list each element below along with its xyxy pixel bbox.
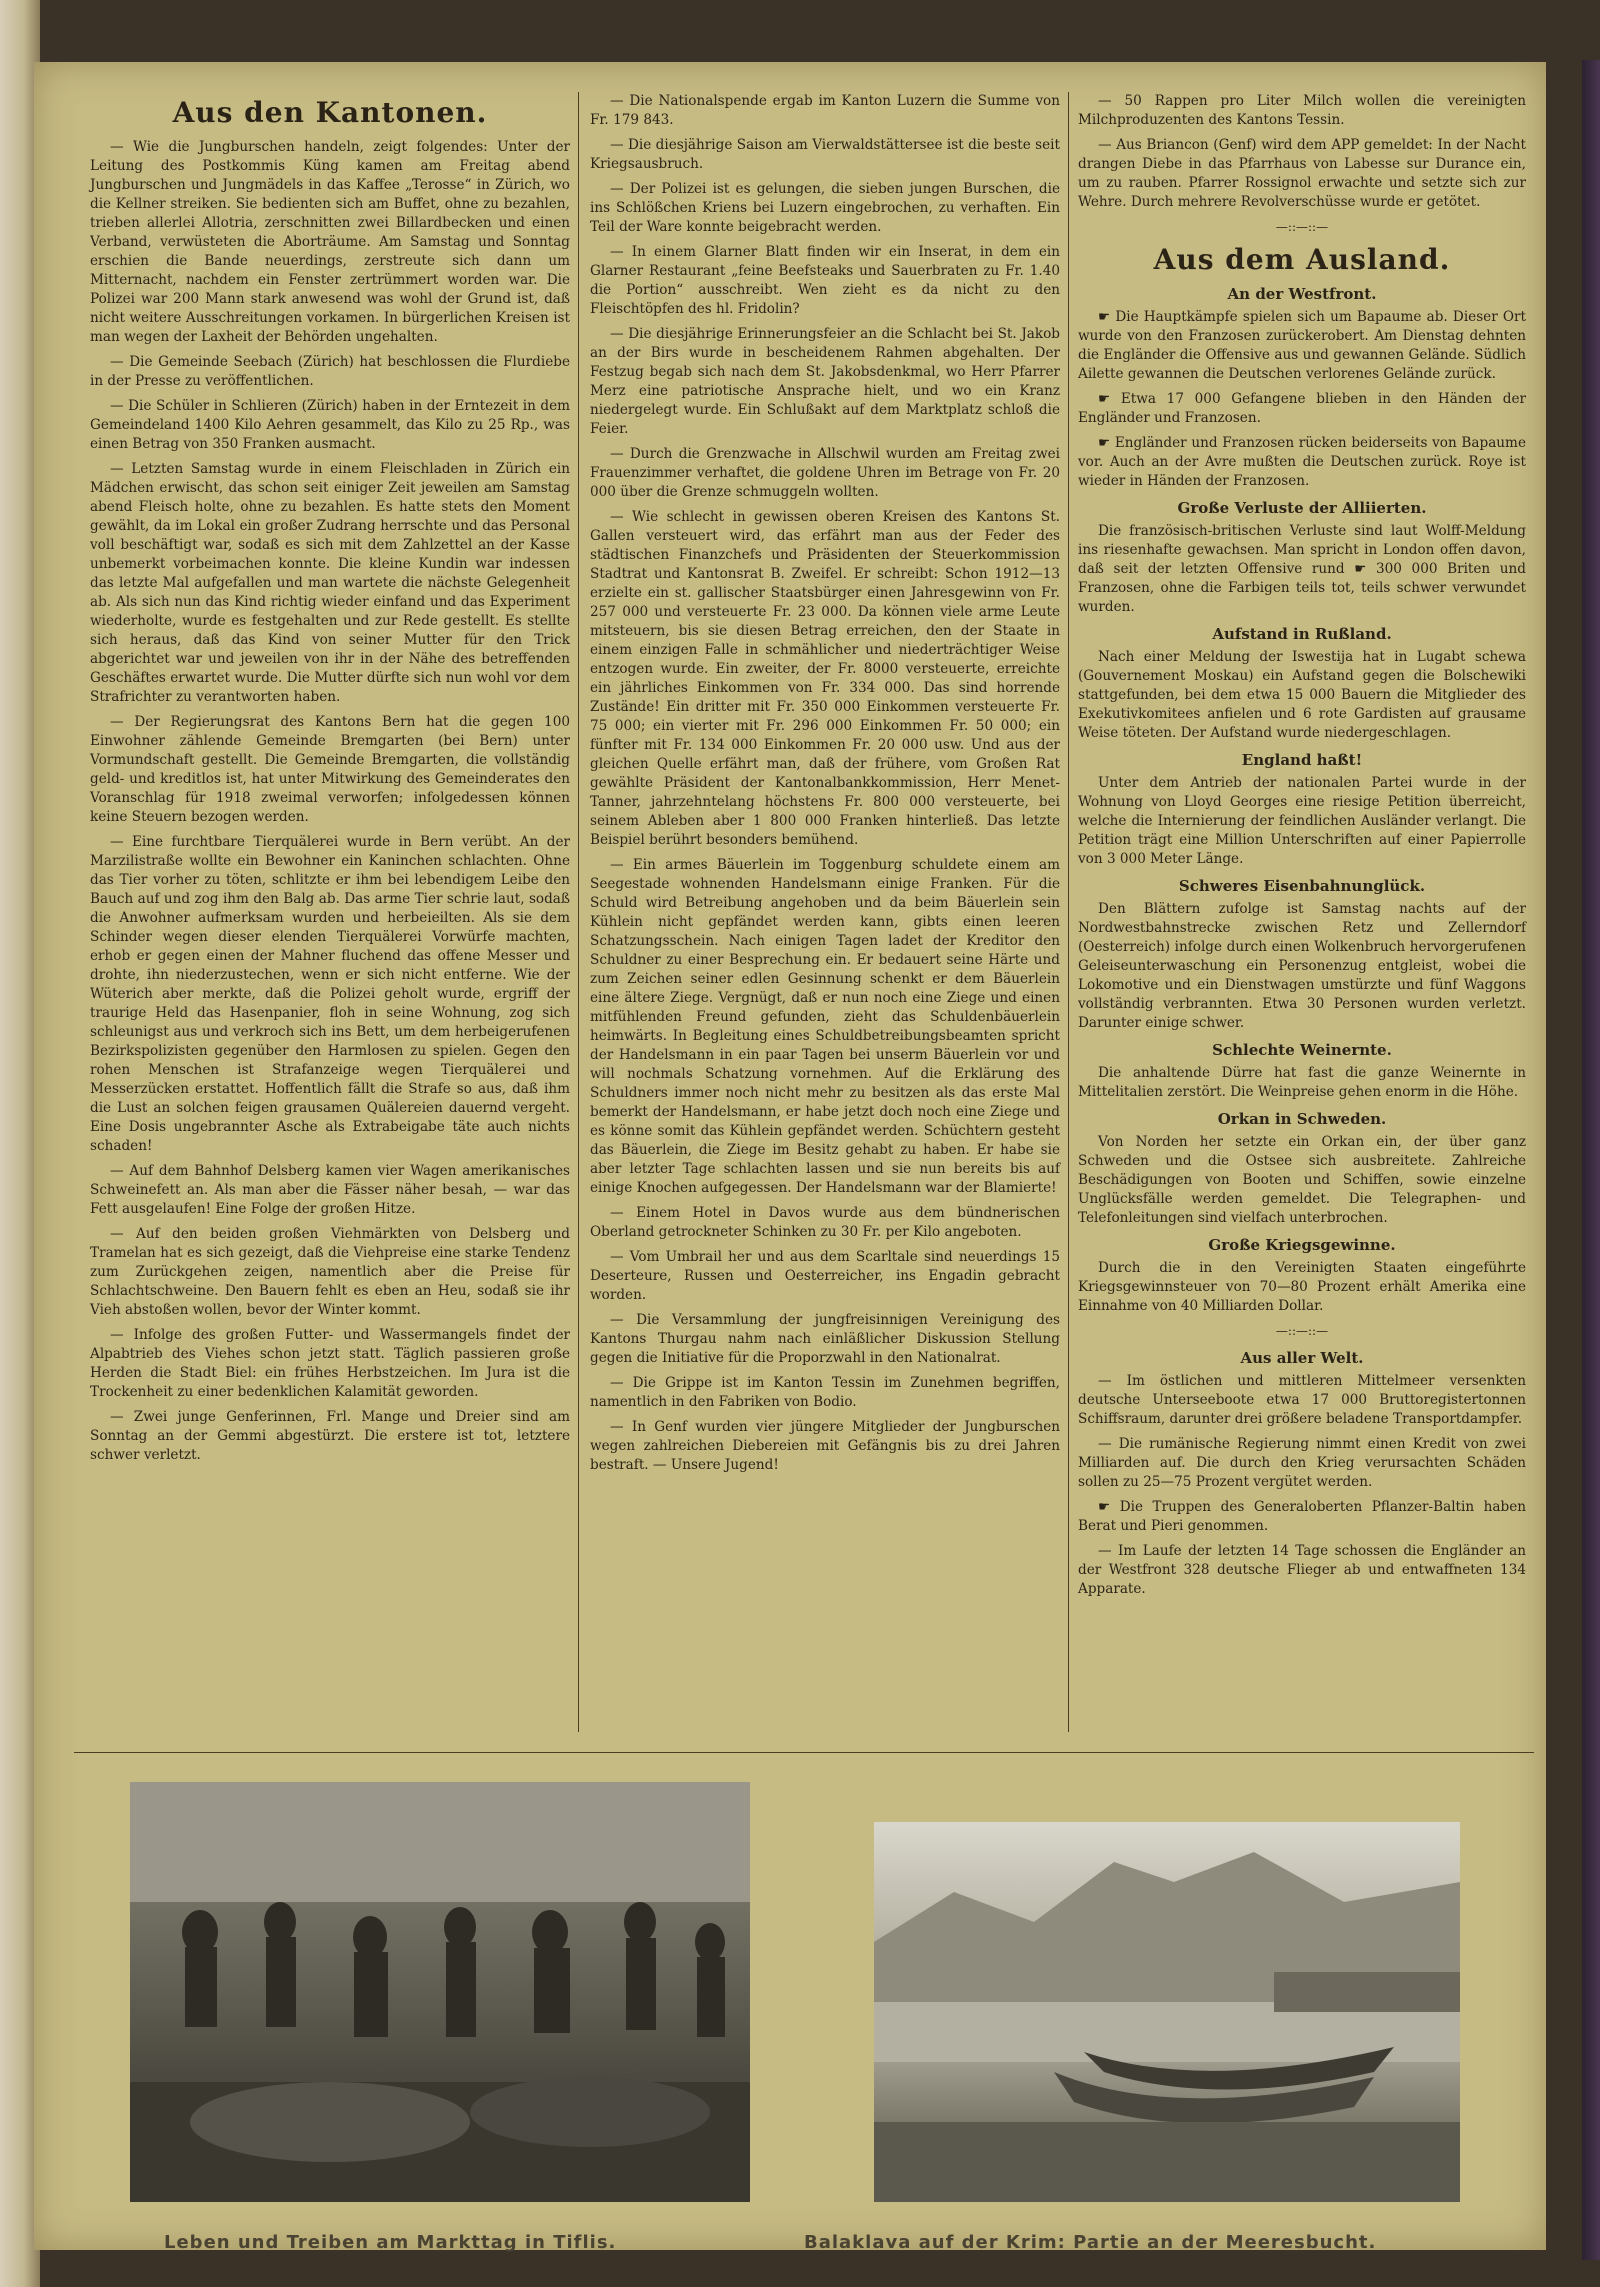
column-kantonen bbox=[90, 92, 570, 1471]
article-list bbox=[1078, 900, 1526, 1033]
column-rule bbox=[1068, 92, 1069, 1732]
article-paragraph: ☛ Engländer und Franzosen rücken beiderseits von Bapaume vor. Auch an der Avre mußten die Deutschen zurück. Roye ist wieder in Händen der Franzosen. bbox=[1078, 435, 1526, 489]
article-paragraph: — Die Grippe ist im Kanton Tessin im Zunehmen begriffen, namentlich in den Fabriken von Bodio. bbox=[590, 1375, 1060, 1410]
article-paragraph: — Die diesjährige Saison am Vierwaldstättersee ist die beste seit Kriegsausbruch. bbox=[590, 137, 1060, 172]
article-paragraph: — Aus Briancon (Genf) wird dem APP gemeldet: In der Nacht drangen Diebe in das Pfarrhaus von Labesse sur Durance ein, um zu rauben. Pfarrer Rossignol erwachte und setzte sich zur Wehre. Durch mehrere Revolverschüsse wurde er getötet. bbox=[1078, 137, 1526, 210]
subheading-westfront: An der Westfront. bbox=[1227, 285, 1377, 303]
subheading-weinernte: Schlechte Weinernte. bbox=[1212, 1041, 1392, 1059]
article-paragraph: — Wie schlecht in gewissen oberen Kreisen des Kantons St. Gallen versteuert wird, das erfährt man aus der Feder des städtischen Finanzchefs und Präsidenten der Steuerkommission Stadtrat und Kantonsrat B. Zweifel. Er schreibt: Schon 1912—13 erzielte ein st. gallischer Staatsbürger einen Jahresgewinn von Fr. 257 000 und versteuerte Fr. 23 000. Da können viele arme Leute mitsteuern, bis sie diesen Betrag erreichen, den der Staate in einem einzigen Falle in schmählicher und niederträchtiger Weise entzogen wurde. Ein zweiter, der Fr. 8000 versteuerte, erreichte ein jährliches Einkommen von Fr. 334 000. Das sind horrende Zustände! Ein dritter mit Fr. 350 000 Einkommen versteuerte Fr. 75 000; ein vierter mit Fr. 296 000 Einkommen Fr. 50 000; ein fünfter mit Fr. 134 000 Einkommen Fr. 20 000 usw. Und aus der gleichen Quelle erfährt man, daß der frühere, vom Großen Rat gewählte Präsident der Kantonalbankkommission, Herr Menet-Tanner, jahrzehntelang höchstens Fr. 800 000 versteuerte, bei seinem Ableben aber 1 800 000 Franken hinterließ. Das letzte Beispiel berührt besonders bemühend. bbox=[590, 509, 1060, 848]
book-binding-right bbox=[1582, 60, 1600, 2260]
article-list bbox=[1078, 522, 1526, 617]
article-paragraph: Die anhaltende Dürre hat fast die ganze Weinernte in Mittelitalien zerstört. Die Weinpreise gehen enorm in die Höhe. bbox=[1078, 1065, 1526, 1100]
photo-market-tiflis bbox=[130, 1782, 750, 2202]
photo-balaklava bbox=[874, 1822, 1460, 2202]
section-heading-kantonen: Aus den Kantonen. bbox=[172, 96, 488, 129]
subheading-eisenbahn: Schweres Eisenbahnunglück. bbox=[1178, 877, 1426, 895]
article-paragraph: ☛ Die Truppen des Generaloberten Pflanzer-Baltin haben Berat und Pieri genommen. bbox=[1078, 1499, 1526, 1534]
photo-divider bbox=[74, 1752, 1534, 1753]
article-list bbox=[1078, 92, 1526, 212]
article-paragraph: — Ein armes Bäuerlein im Toggenburg schuldete einem am Seegestade wohnenden Handelsmann einige Franken. Für die Schuld wird Betreibung angehoben und da beim Bäuerlein sein Kühlein nicht gepfändet werden kann, gibts einen leeren Schatzungsschein. Nach einigen Tagen ladet der Kreditor den Schuldner zu einer Besprechung ein. Er bedauert seine Härte und zum Zeichen seiner edlen Gesinnung schenkt er dem Bäuerlein eine ältere Ziege. Vergnügt, daß er nun noch eine Ziege und einen mitfühlenden Freund gefunden, zieht das Schuldenbäuerlein heimwärts. In Begleitung eines Schuldbetreibungsbeamten spricht der Handelsmann in ein paar Tagen bei unserm Bäuerlein vor und will nochmals Schatzung vornehmen. Auf die Erklärung des Schuldners immer noch nicht mehr zu besitzen als das erste Mal bemerkt der Handelsmann, er habe jetzt doch noch eine Ziege und es könne somit das Kühlein gepfändet werden. Schüchtern gesteht das Bäuerlein, die Ziege im Besitz gehabt zu haben. Er habe sie aber letzter Tage schlachten lassen und sie nun bereits bis auf einige Knochen aufgegessen. Der Handelsmann war der Blamierte! bbox=[590, 857, 1060, 1196]
article-paragraph: — Die Schüler in Schlieren (Zürich) haben in der Erntezeit in dem Gemeindeland 1400 Kilo Aehren gesammelt, das Kilo zu 25 Rp., was einen Betrag von 350 Franken ausmacht. bbox=[90, 398, 570, 452]
article-paragraph: — Einem Hotel in Davos wurde aus dem bündnerischen Oberland getrockneter Schinken zu 30 Fr. per Kilo angeboten. bbox=[590, 1205, 1060, 1240]
subheading-aller-welt: Aus aller Welt. bbox=[1240, 1349, 1364, 1367]
article-list bbox=[90, 138, 570, 1465]
subheading-orkan: Orkan in Schweden. bbox=[1217, 1110, 1387, 1128]
article-paragraph: — Die diesjährige Erinnerungsfeier an die Schlacht bei St. Jakob an der Birs wurde in bescheidenem Rahmen abgehalten. Der Festzug begab sich nach dem St. Jakobsdenkmal, wo Herr Pfarrer Merz eine patriotische Ansprache hielt, und wo ein Kranz niedergelegt wurde. Ein Schlußakt auf dem Marktplatz schloß die Feier. bbox=[590, 326, 1060, 437]
photo-caption-right: Balaklava auf der Krim: Partie an der Meeresbucht. bbox=[804, 2232, 1377, 2253]
subheading-russland: Aufstand in Rußland. bbox=[1212, 625, 1392, 643]
article-paragraph: — Der Polizei ist es gelungen, die sieben jungen Burschen, die ins Schlößchen Kriens bei Luzern eingebrochen, zu verhaften. Ein Teil der Ware konnte beigebracht werden. bbox=[590, 181, 1060, 235]
article-paragraph: — Infolge des großen Futter- und Wassermangels findet der Alpabtrieb des Viehes schon jetzt statt. Täglich passieren große Herden die Stadt Biel: ein frühes Herbstzeichen. Im Jura ist die Trockenheit zu einer bedenklichen Kalamität geworden. bbox=[90, 1327, 570, 1400]
article-paragraph: — In einem Glarner Blatt finden wir ein Inserat, in dem ein Glarner Restaurant „feine Beefsteaks und Sauerbraten zu Fr. 1.40 die Portion“ ausschreibt. Wen zieht es da nicht zu den Fleischtöpfen des hl. Fridolin? bbox=[590, 244, 1060, 317]
newspaper-page bbox=[34, 62, 1546, 2253]
article-paragraph: — Im Laufe der letzten 14 Tage schossen die Engländer an der Westfront 328 deutsche Flieger ab und entwaffneten 134 Apparate. bbox=[1078, 1543, 1526, 1597]
article-list bbox=[1078, 774, 1526, 869]
article-list bbox=[1078, 1133, 1526, 1228]
article-list bbox=[1078, 308, 1526, 491]
article-paragraph: — 50 Rappen pro Liter Milch wollen die vereinigten Milchproduzenten des Kantons Tessin. bbox=[1078, 93, 1526, 128]
subheading-kriegsgewinne: Große Kriegsgewinne. bbox=[1208, 1236, 1396, 1254]
article-paragraph: — Im östlichen und mittleren Mittelmeer versenkten deutsche Unterseeboote etwa 17 000 Bruttoregistertonnen Schiffsraum, darunter drei größere beladene Transportdampfer. bbox=[1078, 1373, 1526, 1427]
article-paragraph: — Wie die Jungburschen handeln, zeigt folgendes: Unter der Leitung des Postkommis Küng kamen am Freitag abend Jungburschen und Jungmädels in das Kaffee „Terosse“ in Zürich, wo die Kellner streiken. Sie bedienten sich am Buffet, ohne zu bezahlen, trieben allerlei Allotria, zerschnitten zwei Billardbecken und einen Verband, verwüsteten die Aborträume. Am Samstag und Sonntag erschien die Bande neuerdings, zerstreute sich dann um Mitternacht, nachdem ein Fenster zertrümmert worden war. Die Polizei war 200 Mann stark anwesend was wohl der Grund ist, daß nicht weitere Ausschreitungen vorkamen. In bürgerlichen Kreisen ist man wegen der Laxheit der Behörden ungehalten. bbox=[90, 139, 570, 345]
article-paragraph: — Auf den beiden großen Viehmärkten von Delsberg und Tramelan hat es sich gezeigt, daß die Viehpreise eine starke Tendenz zum Zurückgehen zeigen, namentlich aber die Preise für Schlachtschweine. Den Bauern fehlt es eben an Heu, sodaß sie ihr Vieh abstoßen wollen, bevor der Winter kommt. bbox=[90, 1226, 570, 1318]
article-paragraph: Von Norden her setzte ein Orkan ein, der über ganz Schweden und die Ostsee sich ausbreitete. Zahlreiche Beschädigungen von Booten und Schiffen, sowie einzelne Unglücksfälle werden gemeldet. Die Telegraphen- und Telefonleitungen sind vielfach unterbrochen. bbox=[1078, 1134, 1526, 1226]
article-paragraph: — Eine furchtbare Tierquälerei wurde in Bern verübt. An der Marzilistraße wollte ein Bewohner ein Kaninchen schlachten. Ohne das Tier vorher zu töten, schlitzte er ihm bei lebendigem Leibe den Bauch auf und zog ihm den Balg ab. Das arme Tier schrie laut, sodaß die Anwohner aufmerksam wurden und herbeieilten. Als sie dem Schinder wegen dieser elenden Tierquälerei Vorwürfe machten, erhob er gegen einen der Mahner fluchend das offene Messer und drohte, ihn niederzustechen, wenn er sich nicht entferne. Wie der Wüterich aber merkte, daß die Polizei geholt wurde, ergriff der traurige Held das Hasenpanier, floh in seine Wohnung, zog sich schleunigst aus und verkroch sich ins Bett, um dem herbeigerufenen Bezirkspolizisten gegenüber den Harmlosen zu spielen. Gegen den rohen Menschen ist Strafanzeige wegen Tierquälerei und Messerzücken erstattet. Hoffentlich fällt die Strafe so aus, daß ihm die Lust an solchen feigen grausamen Quälereien dauernd vergeht. Eine Dosis ungebrannter Asche als Extrabeigabe täte auch nichts schaden! bbox=[90, 834, 570, 1154]
article-paragraph: Den Blättern zufolge ist Samstag nachts auf der Nordwestbahnstrecke zwischen Retz und Zellerndorf (Oesterreich) infolge durch einen Wolkenbruch hervorgerufenen Geleiseunterwaschung ein Personenzug entgleist, wobei die Lokomotive und ein Dienstwagen umstürzte und fünf Waggons vollständig verbrannten. Etwa 30 Personen wurden verletzt. Darunter einige schwer. bbox=[1078, 901, 1526, 1031]
article-paragraph: — Letzten Samstag wurde in einem Fleischladen in Zürich ein Mädchen erwischt, das schon seit einiger Zeit jeweilen am Samstag abend Fleisch holte, ohne zu bezahlen. Es hatte stets den Moment gewählt, da im Lokal ein großer Zudrang herrschte und das Personal voll beschäftigt war, sodaß es sich mit dem Zahlzettel an der Kasse unbemerkt vorbeimachen konnte. Die kleine Kundin war indessen das letzte Mal aufgefallen und man wartete die nächste Gelegenheit ab. Als sich nun das Kind richtig wieder einfand und das Experiment wiederholte, wurde es festgehalten und zur Rede gestellt. Es stellte sich heraus, daß das Kind von seiner Mutter für den Trick abgerichtet war und jeweilen von ihr in der Nähe des betreffenden Geschäftes erwartet wurde. Die Mutter dürfte sich nun wohl vor dem Strafrichter zu verantworten haben. bbox=[90, 461, 570, 705]
article-list bbox=[590, 92, 1060, 1475]
subheading-england: England haßt! bbox=[1241, 751, 1363, 769]
article-paragraph: — Auf dem Bahnhof Delsberg kamen vier Wagen amerikanisches Schweinefett an. Als man aber die Fässer näher besah, — war das Fett ausgelaufen! Eine Folge der großen Hitze. bbox=[90, 1163, 570, 1217]
article-list bbox=[1078, 1372, 1526, 1599]
article-list bbox=[1078, 648, 1526, 743]
crowd-photo-illustration bbox=[130, 1782, 750, 2202]
harbour-photo-illustration bbox=[874, 1822, 1460, 2202]
article-paragraph: — Der Regierungsrat des Kantons Bern hat die gegen 100 Einwohner zählende Gemeinde Bremgarten (bei Bern) unter Vormundschaft gestellt. Die Gemeinde Bremgarten, die vollständig geld- und kreditlos ist, hat unter Mitwirkung des Gemeinderates den Voranschlag für 1918 zweimal verworfen; infolgedessen können keine Steuern bezogen werden. bbox=[90, 714, 570, 825]
article-list bbox=[1078, 1064, 1526, 1102]
photo-caption-left: Leben und Treiben am Markttag in Tiflis. bbox=[164, 2232, 617, 2253]
article-paragraph: — Die Gemeinde Seebach (Zürich) hat beschlossen die Flurdiebe in der Presse zu veröffentlichen. bbox=[90, 354, 570, 389]
column-rule bbox=[578, 92, 579, 1732]
article-paragraph: ☛ Die Hauptkämpfe spielen sich um Bapaume ab. Dieser Ort wurde von den Franzosen zurückerobert. Am Dienstag dehnten die Engländer die Offensive aus und gewannen Gelände. Südlich Ailette gewannen die Deutschen verlorenes Gelände zurück. bbox=[1078, 309, 1526, 382]
section-heading-ausland: Aus dem Ausland. bbox=[1153, 243, 1451, 276]
article-paragraph: Nach einer Meldung der Iswestija hat in Lugabt schewa (Gouvernement Moskau) ein Aufstand gegen die Bolschewiki stattgefunden, bei dem etwa 15 000 Bauern die Mitglieder des Exekutivkomitees anfielen und 6 rote Gardisten auf grausame Weise töteten. Der Aufstand wurde niedergeschlagen. bbox=[1078, 649, 1526, 741]
article-paragraph: — Zwei junge Genferinnen, Frl. Mange und Dreier sind am Sonntag an der Gemmi abgestürzt. Die erstere ist tot, letztere schwer verletzt. bbox=[90, 1409, 570, 1463]
article-list bbox=[1078, 1259, 1526, 1316]
article-paragraph: — Durch die Grenzwache in Allschwil wurden am Freitag zwei Frauenzimmer verhaftet, die goldene Uhren im Betrage von Fr. 20 000 über die Grenze schmuggeln wollten. bbox=[590, 446, 1060, 500]
article-paragraph: ☛ Etwa 17 000 Gefangene blieben in den Händen der Engländer und Franzosen. bbox=[1078, 391, 1526, 426]
article-paragraph: Unter dem Antrieb der nationalen Partei wurde in der Wohnung von Lloyd Georges eine riesige Petition überreicht, welche die Internierung der feindlichen Ausländer verlangt. Die Petition trägt eine Million Unterschriften auf einer Papierrolle von 3 000 Meter Länge. bbox=[1078, 775, 1526, 867]
article-paragraph: — In Genf wurden vier jüngere Mitglieder der Jungburschen wegen zahlreichen Diebereien mit Gefängnis bis zu drei Jahren bestraft. — Unsere Jugend! bbox=[590, 1419, 1060, 1473]
separator: —::—::— bbox=[1275, 220, 1329, 234]
article-paragraph: — Die Nationalspende ergab im Kanton Luzern die Summe von Fr. 179 843. bbox=[590, 93, 1060, 128]
article-paragraph: Die französisch-britischen Verluste sind laut Wolff-Meldung ins riesenhafte gewachsen. Man spricht in London offen davon, daß seit der letzten Offensive rund ☛ 300 000 Briten und Franzosen, ohne die Farbigen teils tot, teils schwer verwundet wurden. bbox=[1078, 523, 1526, 615]
subheading-verluste: Große Verluste der Alliierten. bbox=[1177, 499, 1427, 517]
article-paragraph: Durch die in den Vereinigten Staaten eingeführte Kriegsgewinnsteuer von 70—80 Prozent erhält Amerika eine Einnahme von 40 Milliarden Dollar. bbox=[1078, 1260, 1526, 1314]
column-kantonen-continued bbox=[590, 92, 1060, 1481]
article-paragraph: — Die rumänische Regierung nimmt einen Kredit von zwei Milliarden auf. Die durch den Krieg verursachten Schäden sollen zu 25—75 Prozent vergütet werden. bbox=[1078, 1436, 1526, 1490]
article-paragraph: — Die Versammlung der jungfreisinnigen Vereinigung des Kantons Thurgau nahm nach einläßlicher Diskussion Stellung gegen die Initiative für die Proporzwahl in den Nationalrat. bbox=[590, 1312, 1060, 1366]
article-paragraph: — Vom Umbrail her und aus dem Scarltale sind neuerdings 15 Deserteure, Russen und Oesterreicher, ins Engadin gebracht worden. bbox=[590, 1249, 1060, 1303]
separator: —::—::— bbox=[1275, 1324, 1329, 1338]
column-ausland bbox=[1078, 92, 1526, 1605]
